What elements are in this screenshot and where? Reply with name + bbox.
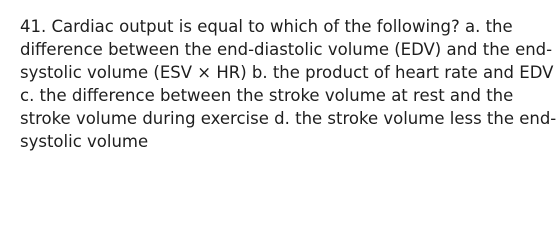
question-line: c. the difference between the stroke volume at rest and the [20, 86, 514, 105]
question-line: systolic volume [20, 132, 149, 151]
question-text [20, 15, 557, 153]
question-line: stroke volume during exercise d. the stroke volume less the end- [20, 109, 557, 128]
question-line: difference between the end-diastolic volume (EDV) and the end- [20, 40, 553, 59]
question-line: 41. Cardiac output is equal to which of the following? a. the [20, 17, 513, 36]
question-line: systolic volume (ESV × HR) b. the product of heart rate and EDV [20, 63, 554, 82]
